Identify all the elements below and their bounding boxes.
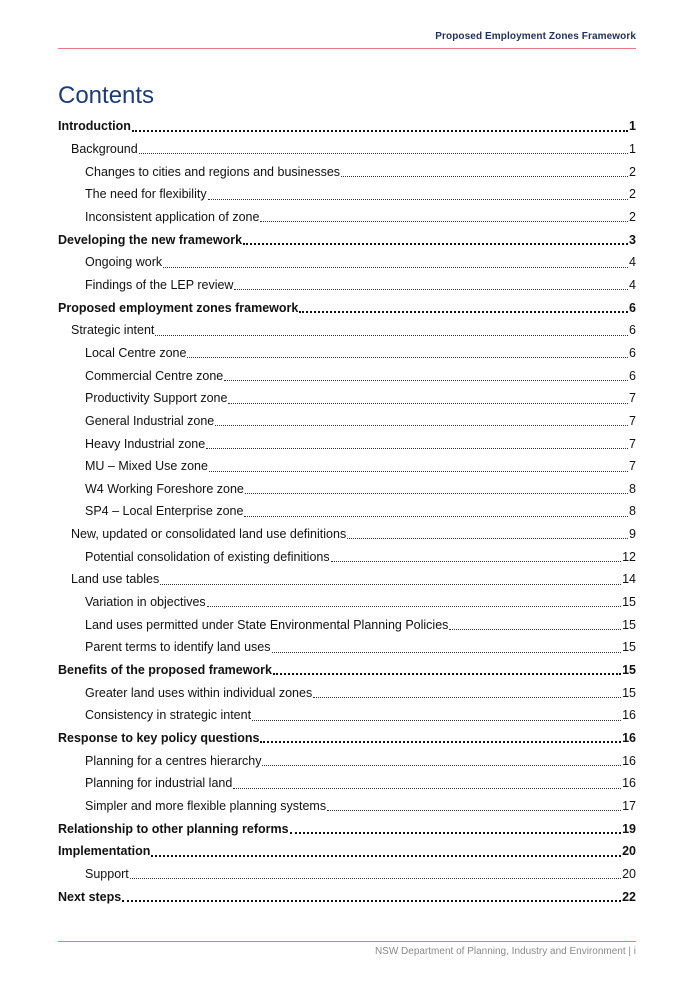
toc-entry-page-number: 17 [622,799,636,814]
toc-entry[interactable] [58,138,636,161]
toc-entry-label: Consistency in strategic intent [85,708,252,723]
toc-entry[interactable] [58,115,636,138]
toc-dot-leader [245,493,628,494]
toc-entry-page-number: 2 [629,209,636,224]
toc-entry-page-number: 15 [622,617,636,632]
toc-entry[interactable] [58,228,636,251]
toc-dot-leader [207,606,621,607]
toc-entry-page-number: 20 [622,844,636,859]
toc-entry-page-number: 16 [622,708,636,723]
toc-entry[interactable] [58,387,636,410]
toc-entry-label: Planning for a centres hierarchy [85,753,262,768]
running-header-title: Proposed Employment Zones Framework [435,31,636,42]
toc-entry-page-number: 7 [629,436,636,451]
toc-entry[interactable] [58,795,636,818]
toc-entry-page-number: 22 [622,889,636,904]
toc-entry[interactable] [58,251,636,274]
toc-entry-page-number: 15 [622,685,636,700]
toc-entry-page-number: 15 [622,663,636,678]
toc-entry-label: Introduction [58,119,131,134]
toc-dot-leader [299,311,628,313]
toc-entry-label: Implementation [58,844,151,859]
toc-entry[interactable] [58,478,636,501]
toc-entry[interactable] [58,410,636,433]
toc-entry-page-number: 7 [629,391,636,406]
toc-dot-leader [215,425,628,426]
toc-dot-leader [273,673,621,675]
toc-entry[interactable] [58,817,636,840]
toc-dot-leader [331,561,621,562]
toc-entry[interactable] [58,364,636,387]
toc-entry[interactable] [58,681,636,704]
toc-entry-label: Greater land uses within individual zones [85,685,313,700]
toc-entry-page-number: 6 [629,323,636,338]
toc-entry[interactable] [58,319,636,342]
toc-entry-page-number: 8 [629,481,636,496]
toc-entry[interactable] [58,455,636,478]
toc-dot-leader [234,289,628,290]
toc-entry-label: Support [85,866,129,881]
toc-dot-leader [313,697,621,698]
toc-entry[interactable] [58,727,636,750]
toc-entry[interactable] [58,274,636,297]
toc-entry-label: Simpler and more flexible planning systems [85,799,327,814]
toc-entry-page-number: 9 [629,527,636,542]
footer-divider [58,941,636,942]
toc-entry-label: Potential consolidation of existing definitions [85,549,330,564]
header-divider [58,48,636,49]
toc-dot-leader [228,403,628,404]
toc-entry-label: Findings of the LEP review [85,277,234,292]
toc-entry-page-number: 7 [629,459,636,474]
toc-dot-leader [260,741,621,743]
toc-dot-leader [272,652,622,653]
toc-entry[interactable] [58,296,636,319]
toc-entry-page-number: 3 [629,232,636,247]
toc-entry[interactable] [58,749,636,772]
toc-entry-page-number: 4 [629,277,636,292]
toc-entry-label: Land use tables [71,572,160,587]
toc-entry-label: Proposed employment zones framework [58,300,299,315]
toc-entry[interactable] [58,160,636,183]
toc-entry-label: SP4 – Local Enterprise zone [85,504,244,519]
toc-dot-leader [160,584,621,585]
toc-entry[interactable] [58,342,636,365]
toc-entry-page-number: 20 [622,866,636,881]
toc-dot-leader [252,720,621,721]
toc-dot-leader [130,878,621,879]
toc-entry-page-number: 14 [622,572,636,587]
toc-entry[interactable] [58,591,636,614]
toc-entry[interactable] [58,432,636,455]
toc-entry[interactable] [58,863,636,886]
toc-entry[interactable] [58,545,636,568]
toc-entry-label: Heavy Industrial zone [85,436,206,451]
toc-entry[interactable] [58,659,636,682]
toc-entry-label: Benefits of the proposed framework [58,663,272,678]
toc-entry-label: W4 Working Foreshore zone [85,481,244,496]
toc-entry-label: Strategic intent [71,323,155,338]
page-footer: NSW Department of Planning, Industry and Environment | i [374,946,636,957]
toc-entry[interactable] [58,840,636,863]
toc-entry-label: Commercial Centre zone [85,368,224,383]
toc-entry[interactable] [58,500,636,523]
toc-entry[interactable] [58,613,636,636]
table-of-contents [58,115,636,908]
toc-entry[interactable] [58,568,636,591]
toc-dot-leader [224,380,628,381]
toc-entry[interactable] [58,704,636,727]
toc-entry-page-number: 19 [622,821,636,836]
toc-dot-leader [262,765,621,766]
toc-entry-label: Parent terms to identify land uses [85,640,271,655]
toc-entry-label: New, updated or consolidated land use definitions [71,527,347,542]
toc-entry-label: Developing the new framework [58,232,243,247]
toc-entry-page-number: 15 [622,640,636,655]
toc-dot-leader [206,448,628,449]
toc-dot-leader [132,130,628,132]
toc-entry-label: Local Centre zone [85,345,187,360]
toc-entry-page-number: 4 [629,255,636,270]
toc-entry-page-number: 15 [622,595,636,610]
toc-entry-page-number: 1 [629,141,636,156]
toc-entry-label: Land uses permitted under State Environmental Planning Policies [85,617,449,632]
toc-entry-label: Planning for industrial land [85,776,233,791]
toc-entry-label: The need for flexibility [85,187,207,202]
toc-dot-leader [347,538,628,539]
toc-entry-label: Changes to cities and regions and businesses [85,164,341,179]
toc-entry[interactable] [58,183,636,206]
toc-dot-leader [233,788,621,789]
toc-dot-leader [155,335,628,336]
toc-entry[interactable] [58,772,636,795]
toc-dot-leader [327,810,621,811]
toc-entry[interactable] [58,885,636,908]
toc-entry-page-number: 12 [622,549,636,564]
toc-entry-page-number: 2 [629,187,636,202]
toc-entry-page-number: 1 [629,119,636,134]
toc-entry-label: Next steps [58,889,122,904]
toc-entry-page-number: 8 [629,504,636,519]
toc-dot-leader [244,516,628,517]
toc-entry[interactable] [58,636,636,659]
toc-dot-leader [163,267,628,268]
toc-dot-leader [122,900,621,902]
toc-entry-label: Variation in objectives [85,595,206,610]
toc-entry-label: Productivity Support zone [85,391,228,406]
toc-entry-page-number: 2 [629,164,636,179]
toc-dot-leader [260,221,628,222]
toc-entry-page-number: 6 [629,300,636,315]
toc-dot-leader [208,199,628,200]
toc-entry-label: MU – Mixed Use zone [85,459,208,474]
toc-entry-page-number: 7 [629,413,636,428]
toc-entry-label: General Industrial zone [85,413,215,428]
toc-dot-leader [139,153,628,154]
toc-dot-leader [187,357,628,358]
toc-entry[interactable] [58,523,636,546]
toc-dot-leader [290,832,622,834]
toc-entry[interactable] [58,206,636,229]
contents-title: Contents [58,82,155,109]
toc-dot-leader [243,243,628,245]
toc-dot-leader [449,629,621,630]
toc-dot-leader [341,176,628,177]
toc-entry-page-number: 16 [622,753,636,768]
toc-entry-page-number: 16 [622,731,636,746]
toc-dot-leader [151,855,621,857]
toc-entry-label: Relationship to other planning reforms [58,821,289,836]
toc-entry-page-number: 6 [629,368,636,383]
toc-entry-page-number: 16 [622,776,636,791]
toc-entry-page-number: 6 [629,345,636,360]
toc-entry-label: Ongoing work [85,255,163,270]
toc-dot-leader [209,471,628,472]
toc-entry-label: Response to key policy questions [58,731,260,746]
toc-entry-label: Inconsistent application of zone [85,209,260,224]
toc-entry-label: Background [71,141,138,156]
